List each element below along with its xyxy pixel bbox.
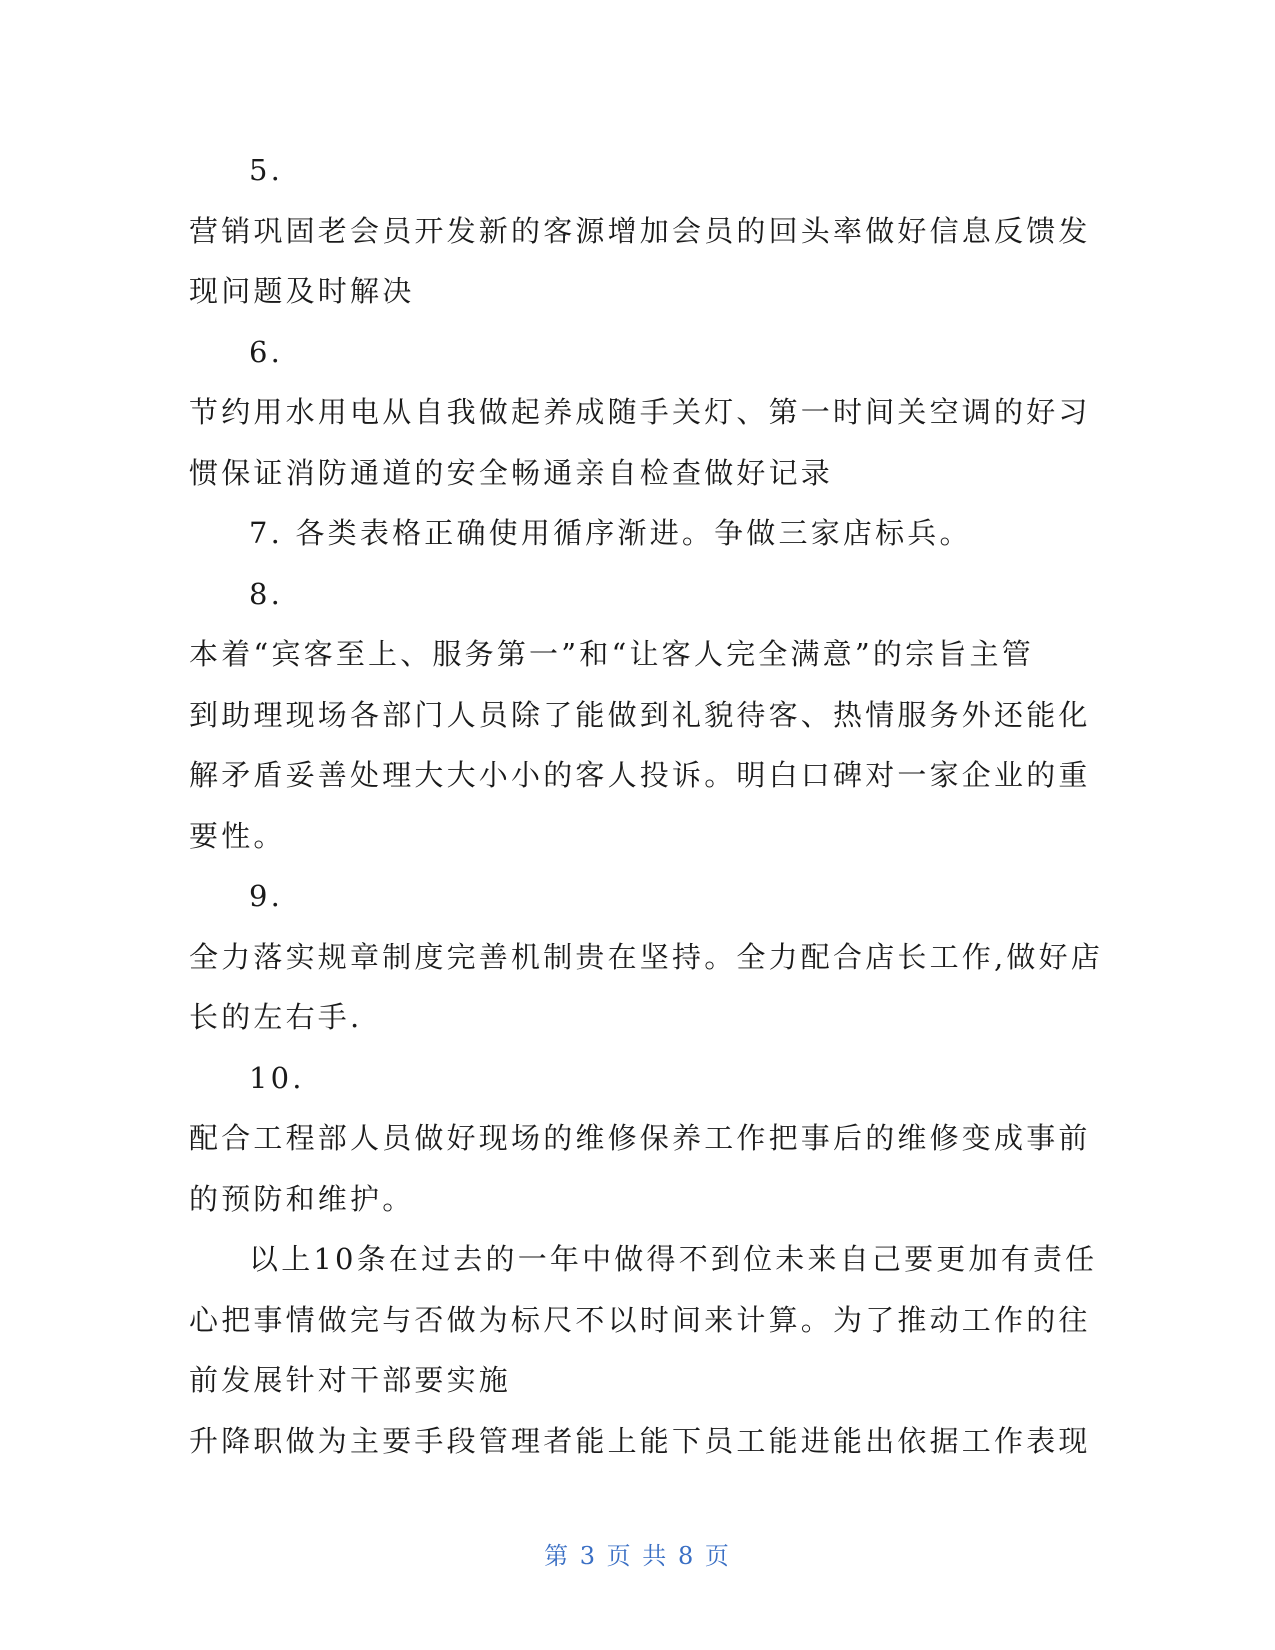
paragraph-line: 现问题及时解决 [189, 274, 415, 308]
list-number: 9. [249, 879, 284, 913]
paragraph-line: 以上10条在过去的一年中做得不到位未来自己要更加有责任 [249, 1242, 1098, 1276]
list-number: 5. [249, 153, 284, 187]
list-number: 10. [249, 1060, 305, 1095]
paragraph-line: 长的左右手. [189, 1000, 363, 1034]
paragraph-line: 解矛盾妥善处理大大小小的客人投诉。明白口碑对一家企业的重 [189, 758, 1091, 792]
paragraph-line: 到助理现场各部门人员除了能做到礼貌待客、热情服务外还能化 [189, 697, 1091, 732]
paragraph-line: 的预防和维护。 [189, 1181, 415, 1216]
paragraph-line: 营销巩固老会员开发新的客源增加会员的回头率做好信息反馈发 [189, 213, 1091, 248]
paragraph-line: 要性。 [189, 818, 286, 853]
paragraph-line: 惯保证消防通道的安全畅通亲自检查做好记录 [189, 455, 834, 490]
paragraph-line: 配合工程部人员做好现场的维修保养工作把事后的维修变成事前 [189, 1121, 1091, 1155]
document-body [189, 140, 1104, 1471]
paragraph-line: 心把事情做完与否做为标尺不以时间来计算。为了推动工作的往 [189, 1302, 1091, 1337]
paragraph-line: 前发展针对干部要实施 [189, 1363, 512, 1397]
list-number: 8. [249, 576, 284, 611]
paragraph-line: 全力落实规章制度完善机制贵在坚持。全力配合店长工作,做好店 [189, 939, 1104, 974]
page-number-footer: 第 3 页 共 8 页 [544, 1542, 731, 1570]
list-number: 6. [249, 334, 284, 369]
paragraph-line: 节约用水用电从自我做起养成随手关灯、第一时间关空调的好习 [189, 395, 1091, 429]
paragraph-line: 升降职做为主要手段管理者能上能下员工能进能出依据工作表现 [189, 1423, 1091, 1458]
paragraph-line: 本着“宾客至上、服务第一”和“让客人完全满意”的宗旨主管 [189, 637, 1034, 671]
list-item: 7. 各类表格正确使用循序渐进。争做三家店标兵。 [249, 516, 972, 550]
